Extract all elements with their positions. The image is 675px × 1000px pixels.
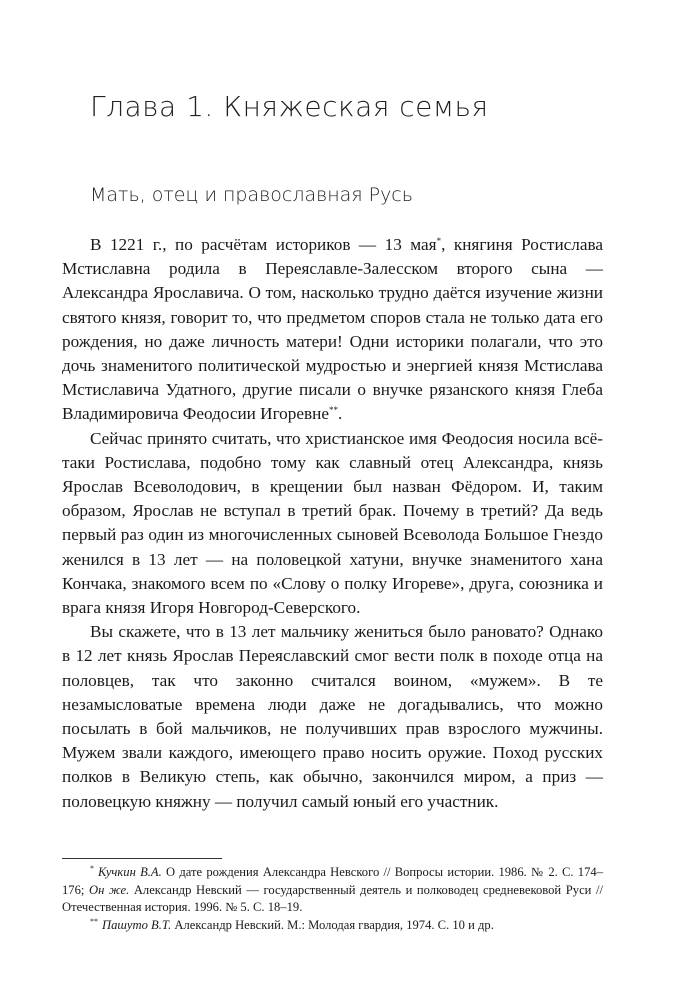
footnote-author: Он же. bbox=[89, 882, 130, 897]
section-title: Мать, отец и православная Русь bbox=[90, 184, 413, 206]
footnote-author: Кучкин В.А. bbox=[98, 865, 162, 879]
footnote-text: Александр Невский. М.: Молодая гвардия, 1974. С. 10 и др. bbox=[171, 917, 494, 932]
paragraph-text: В 1221 г., по расчётам историков — 13 мая bbox=[90, 235, 437, 254]
footnote-divider bbox=[62, 858, 222, 859]
body-text bbox=[62, 233, 603, 814]
footnote bbox=[62, 917, 603, 935]
paragraph: Вы скажете, что в 13 лет мальчику жениться было рановато? Однако в 12 лет князь Ярослав Переяславский смог вести полк в походе отца на половцев, так что законно считался воином, «мужем». В те незамысловатые времена люди даже не догадывались, что можно посылать в бой мальчиков, не получивших прав взрослого мужчины. Мужем звали каждого, имеющего право носить оружие. Поход русских полков в Великую степь, как обычно, закончился миром, а приз — половецкую княжну — получил самый юный его участник. bbox=[62, 622, 603, 811]
paragraph-text: . bbox=[337, 404, 343, 424]
footnote bbox=[62, 864, 603, 917]
footnotes bbox=[62, 864, 603, 934]
footnote-text: Александр Невский — государственный деятель и полководец средневековой Руси // Отечественная история. 1996. № 5. С. 18–19. bbox=[62, 882, 603, 914]
footnote-ref: ** bbox=[328, 405, 338, 416]
paragraph: Сейчас принято считать, что христианское имя Феодосия носила всё-таки Ростислава, подобно тому как славный отец Александра, князь Ярослав Всеволодович, в крещении был назван Фёдором. И, таким образом, Ярослав не вступал в третий брак. Почему в третий? Да ведь первый раз один из многочисленных сыновей Всеволода Большое Гнездо женился в 13 лет — на половецкой хатуни, внучке знаменитого хана Кончака, знакомого всем по «Слову о полку Игореве», друга, союзника и врага князя Игоря Новгород-Северского. bbox=[62, 428, 603, 618]
footnote-mark: * bbox=[90, 864, 94, 873]
footnote-text: О дате рождения Александра Невского // Вопросы истории. 1986. № 2. С. 174–176; bbox=[62, 865, 603, 897]
footnote-ref: * bbox=[436, 236, 442, 246]
paragraph bbox=[62, 233, 603, 427]
chapter-title: Глава 1. Княжеская семья bbox=[90, 90, 489, 123]
footnote-mark: ** bbox=[90, 916, 98, 926]
footnote-author: Пашуто В.Т. bbox=[102, 917, 172, 932]
paragraph-text: , княгиня Ростислава Мстиславна родила в Переяславле-Залесском второго сына — Александра Ярославича. О том, насколько трудно даётся изучение жизни святого князя, говорит то, что предметом споров стала не только дата его рождения, но даже личность матери! Одни историки полагали, что это дочь знаменитого политической мудростью и энергией князя Мстислава Мстиславича Удатного, другие писали о внучке рязанского князя Глеба Владимировича Феодосии Игоревне bbox=[62, 235, 603, 424]
